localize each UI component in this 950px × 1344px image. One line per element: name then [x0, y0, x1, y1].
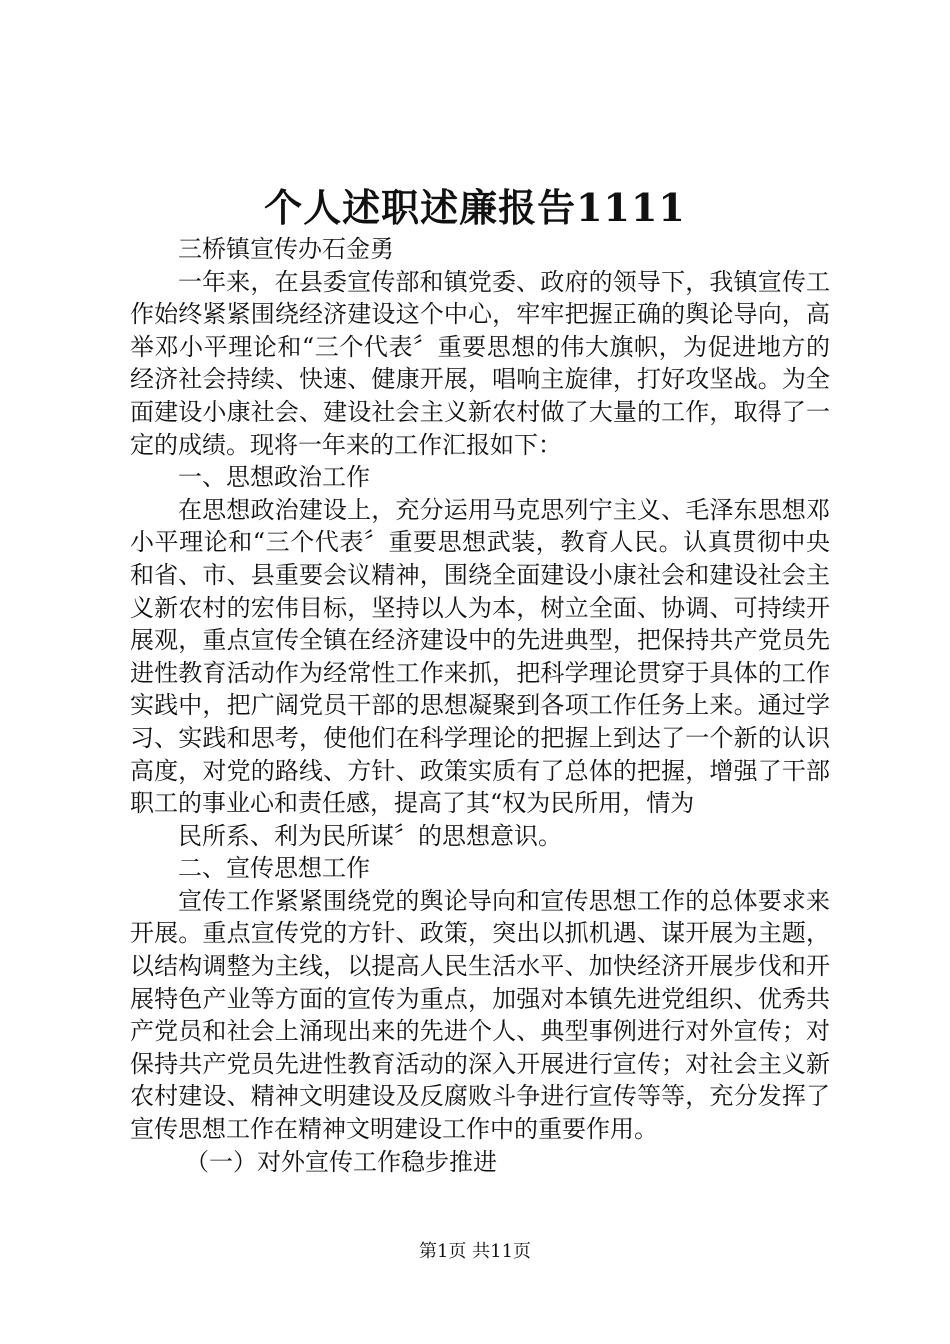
author-line: 三桥镇宣传办石金勇	[178, 235, 394, 263]
section-2-paragraph: 宣传工作紧紧围绕党的舆论导向和宣传思想工作的总体要求来开展。重点宣传党的方针、政策，突出以抓机遇、谋开展为主题，以结构调整为主线，以提高人民生活水平、加快经济开展步伐和开展特色产业等方面的宣传为重点，加强对本镇先进党组织、优秀共产党员和社会上涌现出来的先进个人、典型事例进行对外宣传；对保持共产党员先进性教育活动的深入开展进行宣传；对社会主义新农村建设、精神文明建设及反腐败斗争进行宣传等等，充分发挥了宣传思想工作在精神文明建设工作中的重要作用。	[130, 886, 830, 1144]
section-1-continuation: 民所系、利为民所谋〞的思想意识。	[178, 821, 562, 850]
section-heading-2: 二、宣传思想工作	[178, 854, 370, 883]
intro-paragraph: 一年来，在县委宣传部和镇党委、政府的领导下，我镇宣传工作始终紧紧围绕经济建设这个中心，牢牢把握正确的舆论导向，高举邓小平理论和“三个代表〞重要思想的伟大旗帜，为促进地方的经济社会持续、快速、健康开展，唱响主旋律，打好攻坚战。为全面建设小康社会、建设社会主义新农村做了大量的工作，取得了一定的成绩。现将一年来的工作汇报如下：	[130, 267, 830, 459]
document-body	[130, 233, 830, 1178]
subsection-heading-1: （一）对外宣传工作稳步推进	[185, 1147, 497, 1176]
section-heading-1: 一、思想政治工作	[178, 463, 370, 492]
page-footer: 第1页 共11页	[418, 1241, 532, 1262]
document-title: 个人述职述廉报告1111	[264, 185, 686, 230]
section-1-paragraph: 在思想政治建设上，充分运用马克思列宁主义、毛泽东思想邓小平理论和“三个代表〞重要思想武装，教育人民。认真贯彻中央和省、市、县重要会议精神，围绕全面建设小康社会和建设社会主义新农村的宏伟目标，坚持以人为本，树立全面、协调、可持续开展观，重点宣传全镇在经济建设中的先进典型，把保持共产党员先进性教育活动作为经常性工作来抓，把科学理论贯穿于具体的工作实践中，把广阔党员干部的思想凝聚到各项工作任务上来。通过学习、实践和思考，使他们在科学理论的把握上到达了一个新的认识高度，对党的路线、方针、政策实质有了总体的把握，增强了干部职工的事业心和责任感，提高了其“权为民所用，情为	[130, 495, 830, 818]
